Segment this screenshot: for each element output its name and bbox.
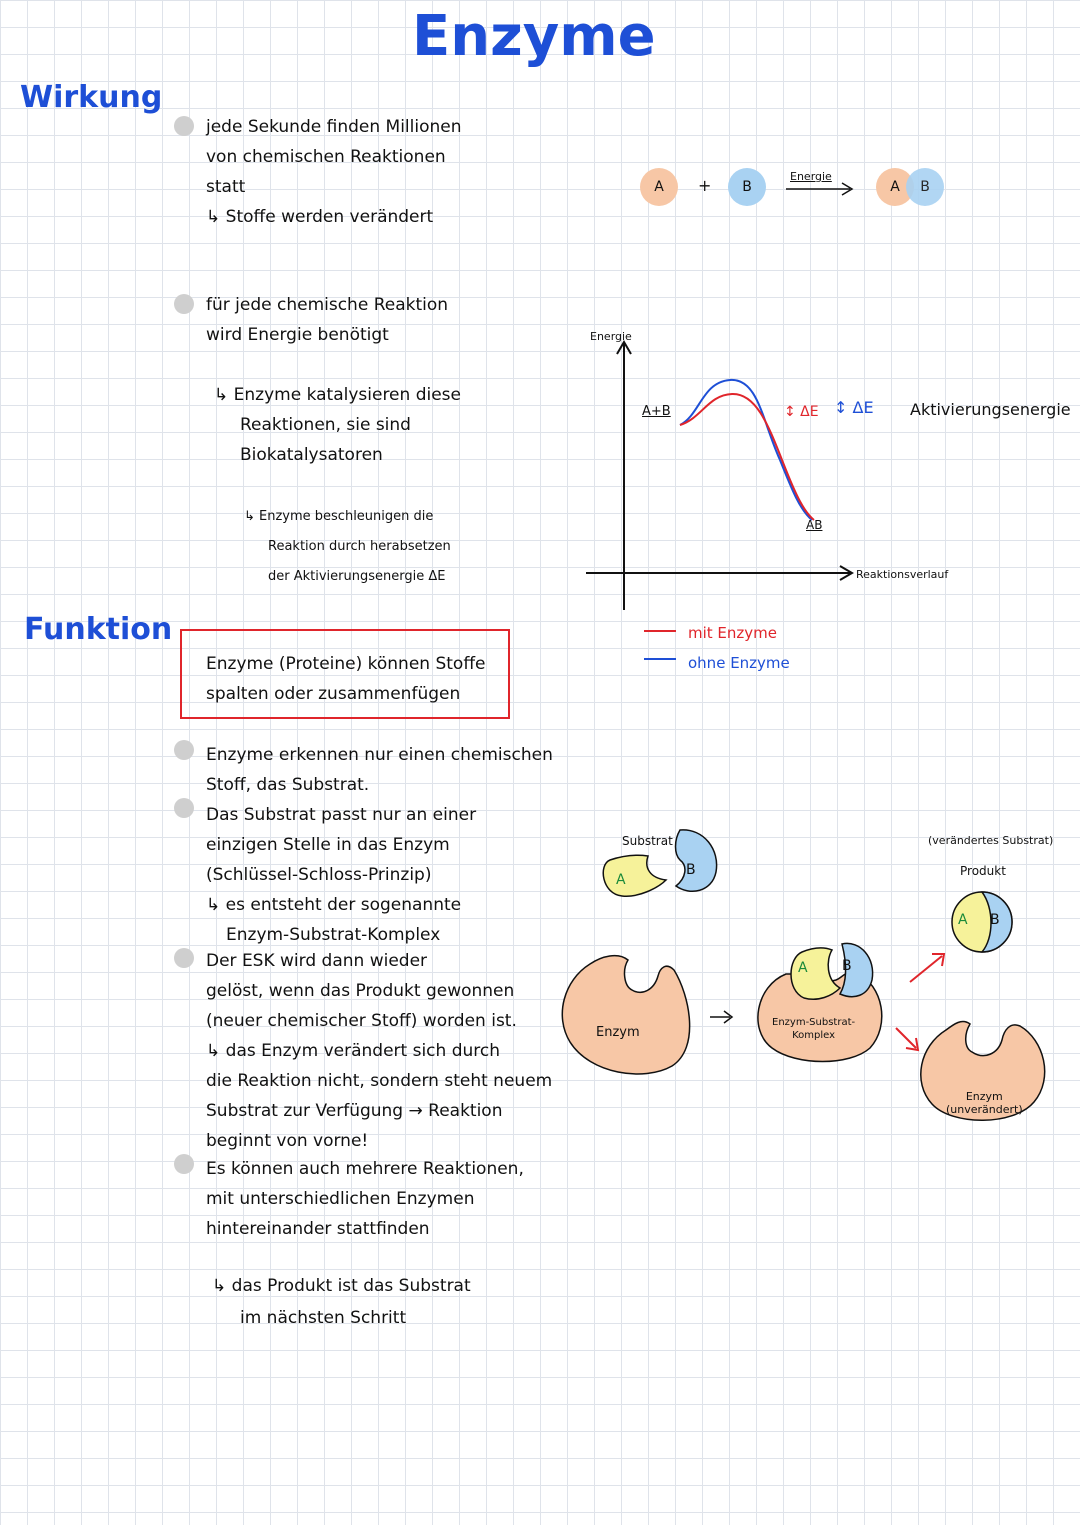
text-line: (Schlüssel-Schloss-Prinzip) <box>206 865 432 885</box>
esk-b-label: B <box>842 958 852 974</box>
wirkung-paragraph-2 <box>206 290 448 350</box>
text-line: Reaktionen, sie sind <box>240 415 411 435</box>
legend-swatch-mit-enzyme <box>644 630 676 632</box>
delta-e-red-label: ↕ ΔE <box>784 404 819 420</box>
bullet-icon <box>174 798 194 818</box>
text-line: Biokatalysatoren <box>240 445 383 465</box>
esk-a-label: A <box>798 960 808 976</box>
product-b-label: B <box>990 912 1000 928</box>
funktion-bullet-4a <box>212 1270 471 1334</box>
text-line: ↳ Enzyme katalysieren diese <box>214 385 461 405</box>
text-line: für jede chemische Reaktion <box>206 295 449 315</box>
bullet-icon <box>174 116 194 136</box>
funktion-bullet-4 <box>206 1154 524 1244</box>
arrow-to-enzyme-icon <box>896 1028 916 1048</box>
arrow-to-product-icon <box>910 956 942 982</box>
delta-e-blue-label: ↕ ΔE <box>834 398 874 417</box>
substrate-b-label: B <box>686 862 696 878</box>
text-line: Substrat zur Verfügung → Reaktion <box>206 1101 503 1121</box>
reaction-energy-label: Energie <box>790 170 832 183</box>
product-note-label: (verändertes Substrat) <box>928 834 1054 847</box>
enzym-label: Enzym <box>596 1025 640 1040</box>
funktion-definition-box <box>180 629 510 719</box>
text-line: Enzyme erkennen nur einen chemischen <box>206 745 553 765</box>
text-line: ↳ es entsteht der sogenannte <box>206 895 462 915</box>
funktion-bullet-2 <box>206 800 476 950</box>
section-heading-wirkung: Wirkung <box>20 80 163 115</box>
text-line: Stoff, das Substrat. <box>206 775 370 795</box>
molecule-ab-a-label: A <box>890 179 900 195</box>
esk-label <box>772 1016 855 1042</box>
funktion-bullet-1 <box>206 740 553 800</box>
text-line: Reaktion durch herabsetzen <box>268 539 451 554</box>
text-line: statt <box>206 177 246 197</box>
text-line: wird Energie benötigt <box>206 325 389 345</box>
molecule-a-label: A <box>654 179 664 195</box>
energy-axis-y-label: Energie <box>590 330 632 343</box>
curve-ohne-enzyme <box>680 380 812 520</box>
substrate-a-shape <box>603 855 666 896</box>
text-line: im nächsten Schritt <box>240 1308 407 1328</box>
molecule-a-icon <box>640 168 678 206</box>
molecule-b-label: B <box>742 179 752 195</box>
wirkung-paragraph-2a <box>214 380 461 470</box>
substrat-label: Substrat <box>622 834 673 848</box>
plus-sign: + <box>698 176 712 195</box>
text-line: spalten oder zusammenfügen <box>206 684 461 704</box>
text-line: die Reaktion nicht, sondern steht neuem <box>206 1071 553 1091</box>
energy-diagram <box>580 320 1070 620</box>
text-line: ↳ Enzyme beschleunigen die <box>244 509 434 524</box>
text-line: Es können auch mehrere Reaktionen, <box>206 1159 524 1179</box>
product-a-label: A <box>958 912 968 928</box>
text-line: hintereinander stattfinden <box>206 1219 430 1239</box>
text-line: Das Substrat passt nur an einer <box>206 805 477 825</box>
text-line: ↳ das Enzym verändert sich durch <box>206 1041 500 1061</box>
bullet-icon <box>174 294 194 314</box>
text-line: Enzyme (Proteine) können Stoffe <box>206 654 486 674</box>
text-line: von chemischen Reaktionen <box>206 147 446 167</box>
text-line: der Aktivierungsenergie ΔE <box>268 569 446 584</box>
text-line: Enzym-Substrat-Komplex <box>226 925 441 945</box>
legend-swatch-ohne-enzyme <box>644 658 676 660</box>
text-line: ↳ Stoffe werden verändert <box>206 207 434 227</box>
esk-label-line: Komplex <box>792 1030 836 1041</box>
text-line: gelöst, wenn das Produkt gewonnen <box>206 981 515 1001</box>
text-line: (neuer chemischer Stoff) worden ist. <box>206 1011 517 1031</box>
text-line: mit unterschiedlichen Enzymen <box>206 1189 475 1209</box>
section-heading-funktion: Funktion <box>24 612 173 647</box>
text-line: beginnt von vorne! <box>206 1131 369 1151</box>
bullet-icon <box>174 740 194 760</box>
energy-start-label: A+B <box>642 404 671 419</box>
molecule-b-icon <box>728 168 766 206</box>
energy-end-label: AB <box>806 518 823 532</box>
substrate-b-shape <box>676 830 717 891</box>
energy-axis-x-label: Reaktionsverlauf <box>856 568 949 581</box>
product-label: Produkt <box>960 864 1006 878</box>
enzym-unchanged-label <box>946 1090 1023 1116</box>
reaction-arrow-icon <box>786 182 856 196</box>
enzyme-shape <box>562 956 689 1074</box>
wirkung-paragraph-2b <box>244 502 451 592</box>
wirkung-paragraph-1 <box>206 112 462 232</box>
esk-label-line: Enzym-Substrat- <box>772 1017 856 1028</box>
bullet-icon <box>174 948 194 968</box>
molecule-ab-b-label: B <box>920 179 930 195</box>
page-title: Enzyme <box>412 4 656 69</box>
funktion-bullet-3 <box>206 946 552 1156</box>
activation-energy-label: Aktivierungsenergie <box>910 400 1071 419</box>
substrate-a-label: A <box>616 872 626 888</box>
text-line: einzigen Stelle in das Enzym <box>206 835 450 855</box>
bullet-icon <box>174 1154 194 1174</box>
enzym-unchanged-line: (unverändert) <box>946 1103 1023 1116</box>
enzym-unchanged-line: Enzym <box>965 1090 1003 1103</box>
text-line: jede Sekunde finden Millionen <box>206 117 462 137</box>
legend-label-mit-enzyme: mit Enzyme <box>688 624 778 642</box>
molecule-ab-b-icon <box>906 168 944 206</box>
text-line: Der ESK wird dann wieder <box>206 951 428 971</box>
legend-label-ohne-enzyme: ohne Enzyme <box>688 654 790 672</box>
text-line: ↳ das Produkt ist das Substrat <box>212 1276 471 1296</box>
